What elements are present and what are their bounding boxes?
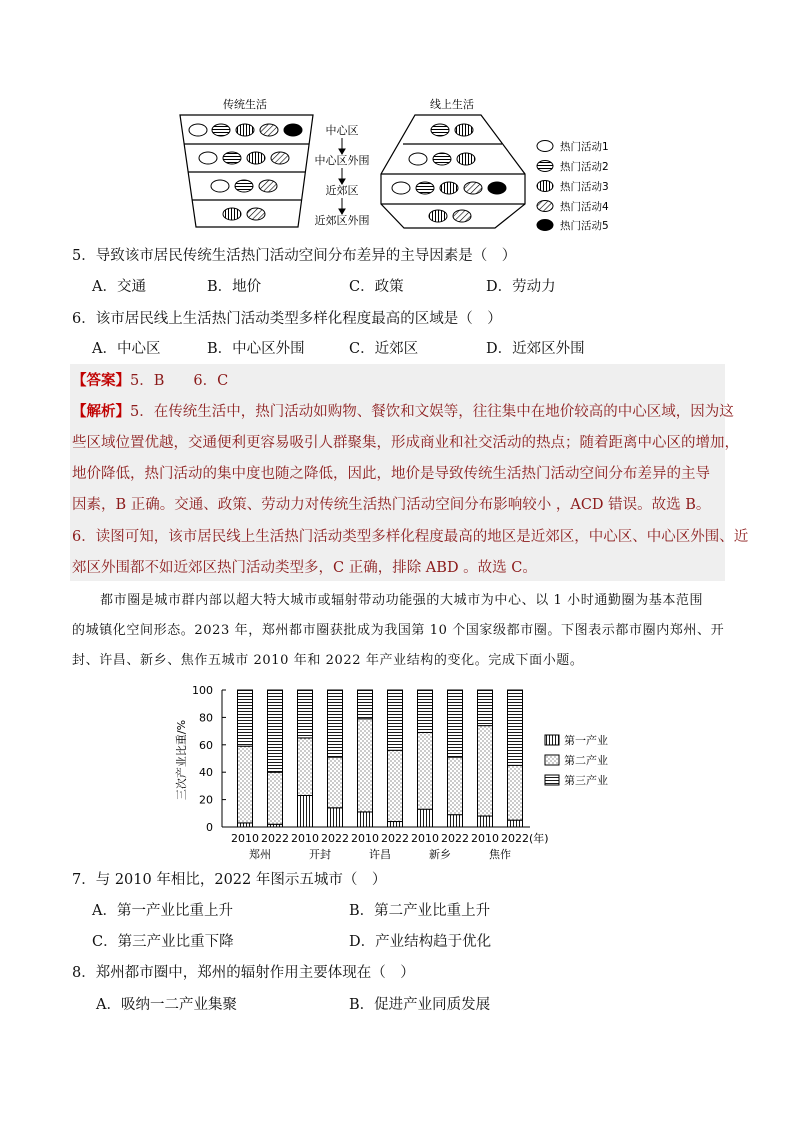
bar-segment-3	[388, 690, 403, 750]
activity3-marker	[455, 124, 473, 136]
legend-swatch-2	[545, 755, 559, 765]
bar-segment-3	[508, 690, 523, 765]
legend-activity1-swatch	[537, 141, 553, 152]
question-7-option-d[interactable]: D．产业结构趋于优化	[349, 934, 492, 950]
chart-x-tick-label: 2010	[411, 832, 439, 845]
zone-label-center-outer: 中心区外围	[314, 154, 370, 167]
legend-swatch-3	[545, 775, 559, 785]
question-5-option-b[interactable]: B．地价	[207, 279, 262, 295]
bar-segment-3	[448, 690, 463, 757]
question-7-stem: 7．与 2010 年相比，2022 年图示五城市（ ）	[72, 872, 387, 888]
question-5-stem: 5．导致该市居民传统生活热门活动空间分布差异的主导因素是（ ）	[72, 248, 517, 264]
chart-x-tick-label: 2010	[231, 832, 259, 845]
activity3-marker	[429, 210, 447, 222]
analysis-text-1: 5．在传统生活中，热门活动如购物、餐饮和文娱等，往往集中在地价较高的中心区域，因为这	[130, 404, 734, 420]
activity3-marker	[223, 208, 241, 220]
bar-segment-2	[328, 757, 343, 808]
analysis-line-3: 地价降低，热门活动的集中度也随之降低，因此，地价是导致传统生活热门活动空间分布差异的主导	[72, 466, 710, 482]
activity5-marker	[284, 124, 302, 136]
bar-segment-2	[508, 765, 523, 820]
intro-line-1: 都市圈是城市群内部以超大特大城市或辐射带动功能强的大城市为中心、以 1 小时通勤圈为基本范围	[100, 593, 704, 608]
activity1-marker	[392, 182, 410, 194]
activity3-marker	[247, 152, 265, 164]
intro-line-2: 的城镇化空间形态。2023 年，郑州都市圈获批成为我国第 10 个国家级都市圈。下图表示都市圈内郑州、开	[72, 623, 725, 638]
chart-city-label: 新乡	[429, 848, 451, 861]
zone-labels	[315, 123, 370, 227]
analysis-tag: 【解析】	[72, 403, 130, 420]
industry-structure-chart	[170, 680, 608, 865]
activity-distribution-figure	[170, 92, 630, 237]
chart-city-label: 开封	[309, 848, 331, 861]
question-6-option-a[interactable]: A．中心区	[92, 341, 161, 357]
bar-segment-1	[448, 815, 463, 827]
chart-x-tick-label: 2022	[321, 832, 349, 845]
bar-segment-1	[358, 812, 373, 827]
zone-label-suburb: 近郊区	[325, 184, 359, 197]
bar-segment-2	[238, 746, 253, 823]
analysis-line-2: 些区域位置优越，交通便利更容易吸引人群聚集，形成商业和社交活动的热点；随着距离中心区的增加，	[72, 435, 739, 451]
bar-segment-1	[388, 822, 403, 827]
analysis-line-4: 因素，B 正确。交通、政策、劳动力对传统生活热门活动空间分布影响较小 ，ACD 错误。故选 B。	[72, 497, 711, 513]
question-5-option-a[interactable]: A．交通	[92, 279, 146, 295]
bar-segment-1	[238, 823, 253, 827]
analysis-line-1	[72, 402, 734, 422]
chart-ylabel: 三次产业比重/%	[175, 719, 188, 801]
chart-y-tick-label: 20	[199, 793, 213, 807]
legend-label-2: 第二产业	[564, 754, 608, 767]
legend-activity5-swatch	[537, 220, 553, 231]
bar-segment-3	[298, 690, 313, 738]
bar-segment-2	[268, 772, 283, 824]
chart-x-tick-label: 2010	[471, 832, 499, 845]
zone-label-suburb-outer: 近郊区外围	[314, 214, 370, 227]
question-7-option-c[interactable]: C．第三产业比重下降	[92, 934, 234, 950]
question-5-option-c[interactable]: C．政策	[349, 279, 404, 295]
chart-city-label: 焦作	[489, 848, 511, 861]
chart-y-tick-label: 40	[199, 766, 213, 780]
chart-x-tick-label: 2010	[351, 832, 379, 845]
activity1-marker	[409, 153, 427, 165]
bar-segment-2	[418, 732, 433, 809]
activity2-marker	[235, 180, 253, 192]
figure-title-online: 线上生活	[430, 98, 474, 111]
question-6-stem: 6．该市居民线上生活热门活动类型多样化程度最高的区域是（ ）	[72, 311, 502, 327]
answer-tag: 【答案】	[72, 372, 130, 389]
activity1-marker	[211, 180, 229, 192]
bar-segment-2	[448, 757, 463, 815]
legend-swatch-1	[545, 735, 559, 745]
question-7-option-a[interactable]: A．第一产业比重上升	[92, 903, 233, 919]
question-6-option-d[interactable]: D．近郊区外围	[486, 341, 585, 357]
bar-segment-1	[328, 808, 343, 827]
bar-segment-3	[238, 690, 253, 746]
online-activity-markers	[392, 124, 506, 222]
activity1-marker	[189, 124, 207, 136]
bar-segment-1	[508, 820, 523, 827]
activity5-marker	[488, 182, 506, 194]
legend-label-1: 第一产业	[564, 734, 608, 747]
legend-activity4-swatch	[537, 201, 553, 212]
activity4-marker	[464, 182, 482, 194]
activity2-marker	[433, 153, 451, 165]
intro-line-3: 封、许昌、新乡、焦作五城市 2010 年和 2022 年产业结构的变化。完成下面小题。	[72, 653, 584, 668]
bar-segment-1	[298, 795, 313, 827]
chart-city-label: 许昌	[369, 848, 391, 861]
chart-x-tick-label: 2022	[381, 832, 409, 845]
analysis-line-5: 6．读图可知，该市居民线上生活热门活动类型多样化程度最高的地区是近郊区，中心区、中心区外围、近	[72, 529, 749, 545]
bar-segment-2	[478, 726, 493, 816]
activity-legend	[537, 141, 553, 231]
question-6-option-c[interactable]: C．近郊区	[349, 341, 419, 357]
legend-activity2-label: 热门活动2	[560, 161, 609, 173]
activity4-marker	[271, 152, 289, 164]
chart-y-tick-label: 100	[192, 684, 213, 697]
bar-segment-1	[478, 816, 493, 827]
chart-legend	[545, 733, 608, 787]
bar-segment-2	[388, 750, 403, 821]
activity1-marker	[199, 152, 217, 164]
legend-label-3: 第三产业	[564, 774, 608, 787]
chart-x-tick-label: 2022	[501, 832, 529, 845]
chart-city-label: 郑州	[249, 848, 271, 861]
chart-x-tick-label: 2010	[291, 832, 319, 845]
question-8-stem: 8．郑州都市圈中，郑州的辐射作用主要体现在（ ）	[72, 965, 415, 981]
bar-segment-3	[268, 690, 283, 772]
chart-y-tick-label: 80	[199, 711, 213, 725]
legend-activity1-label: 热门活动1	[560, 141, 609, 153]
chart-x-tick-label: 2022	[261, 832, 289, 845]
activity3-marker	[440, 182, 458, 194]
question-8-option-a[interactable]: A．吸纳一二产业集聚	[96, 997, 237, 1013]
bar-segment-3	[328, 690, 343, 757]
legend-activity2-swatch	[537, 161, 553, 172]
chart-bars	[238, 690, 523, 827]
chart-x-labels	[231, 831, 549, 861]
analysis-line-6: 郊区外围都不如近郊区热门活动类型多，C 正确，排除 ABD 。故选 C。	[72, 560, 537, 576]
question-7-option-b[interactable]: B．第二产业比重上升	[349, 903, 491, 919]
legend-activity3-swatch	[537, 181, 553, 192]
activity3-marker	[457, 153, 475, 165]
legend-activity5-label: 热门活动5	[560, 220, 609, 232]
activity4-marker	[259, 180, 277, 192]
question-5-option-d[interactable]: D．劳动力	[486, 279, 556, 295]
legend-activity4-label: 热门活动4	[560, 201, 609, 213]
figure-title-traditional: 传统生活	[223, 98, 267, 111]
bar-segment-2	[358, 719, 373, 812]
chart-y-tick-label: 0	[206, 821, 213, 834]
online-funnel	[381, 115, 525, 228]
chart-x-tick-label: 2022	[441, 832, 469, 845]
answer-line	[72, 371, 228, 391]
answer-text: 5．B 6．C	[130, 373, 229, 389]
question-8-option-b[interactable]: B．促进产业同质发展	[349, 997, 491, 1013]
bar-segment-2	[298, 738, 313, 796]
zone-label-center: 中心区	[325, 124, 359, 137]
activity3-marker	[236, 124, 254, 136]
legend-activity3-label: 热门活动3	[560, 181, 609, 193]
activity4-marker	[260, 124, 278, 136]
activity2-marker	[431, 124, 449, 136]
bar-segment-3	[418, 690, 433, 732]
chart-x-unit-label: (年)	[529, 832, 549, 845]
bar-segment-3	[358, 690, 373, 719]
bar-segment-3	[478, 690, 493, 726]
bar-segment-1	[418, 809, 433, 827]
activity2-marker	[416, 182, 434, 194]
activity4-marker	[247, 208, 265, 220]
activity2-marker	[212, 124, 230, 136]
question-6-option-b[interactable]: B．中心区外围	[207, 341, 305, 357]
activity2-marker	[223, 152, 241, 164]
activity4-marker	[453, 210, 471, 222]
chart-y-tick-label: 60	[199, 738, 213, 752]
